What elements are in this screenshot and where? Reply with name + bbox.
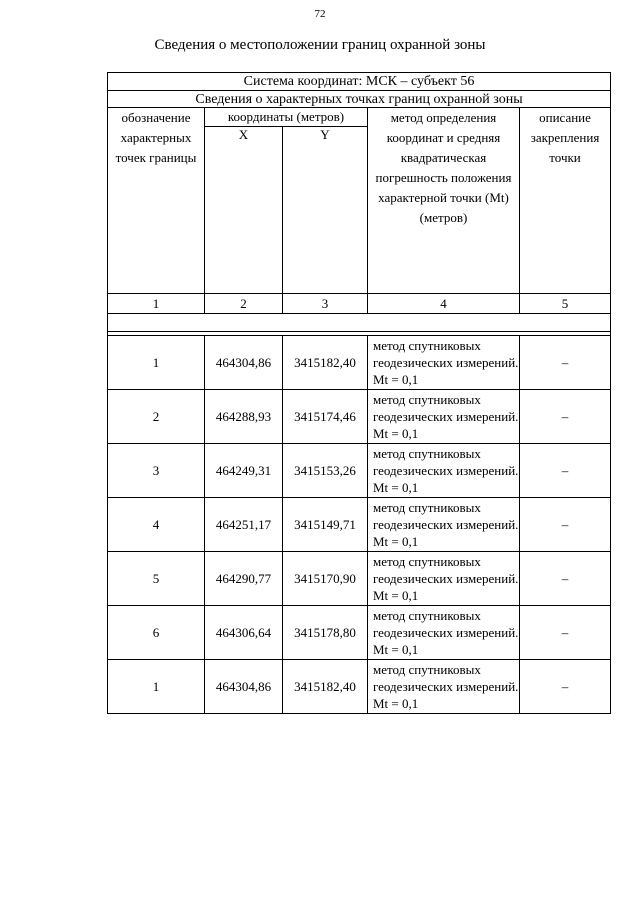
method-text: метод спутниковых геодезических измерений. Mt = 0,1 xyxy=(368,552,520,606)
y-coordinate: 3415170,90 xyxy=(283,552,368,606)
point-label: 3 xyxy=(108,444,205,498)
method-text: метод спутниковых геодезических измерений. Mt = 0,1 xyxy=(368,498,520,552)
x-coordinate: 464288,93 xyxy=(205,390,283,444)
column-number-4: 4 xyxy=(368,294,520,314)
y-coordinate: 3415149,71 xyxy=(283,498,368,552)
method-text: метод спутниковых геодезических измерений. Mt = 0,1 xyxy=(368,336,520,390)
point-label: 1 xyxy=(108,660,205,714)
point-label: 5 xyxy=(108,552,205,606)
table-row xyxy=(108,552,611,606)
header-coordinates: координаты (метров) xyxy=(205,108,368,127)
header-description: описание закрепления точки xyxy=(520,108,611,294)
method-text: метод спутниковых геодезических измерений. Mt = 0,1 xyxy=(368,390,520,444)
table-row xyxy=(108,606,611,660)
point-label: 6 xyxy=(108,606,205,660)
x-coordinate: 464251,17 xyxy=(205,498,283,552)
table-subtitle-row: Сведения о характерных точках границ охранной зоны xyxy=(108,91,611,108)
point-label: 2 xyxy=(108,390,205,444)
fixation-description: – xyxy=(520,606,611,660)
document-title: Сведения о местоположении границ охранной зоны xyxy=(154,37,486,53)
x-coordinate: 464304,86 xyxy=(205,660,283,714)
table-row xyxy=(108,444,611,498)
x-coordinate: 464249,31 xyxy=(205,444,283,498)
column-number-1: 1 xyxy=(108,294,205,314)
empty-row xyxy=(108,314,611,332)
header-y: Y xyxy=(283,127,368,294)
y-coordinate: 3415174,46 xyxy=(283,390,368,444)
table-row xyxy=(108,660,611,714)
header-x: X xyxy=(205,127,283,294)
fixation-description: – xyxy=(520,390,611,444)
x-coordinate: 464304,86 xyxy=(205,336,283,390)
column-number-3: 3 xyxy=(283,294,368,314)
y-coordinate: 3415178,80 xyxy=(283,606,368,660)
x-coordinate: 464306,64 xyxy=(205,606,283,660)
coordinate-system-row: Система координат: МСК – субъект 56 xyxy=(108,73,611,91)
method-text: метод спутниковых геодезических измерений. Mt = 0,1 xyxy=(368,660,520,714)
fixation-description: – xyxy=(520,552,611,606)
fixation-description: – xyxy=(520,336,611,390)
method-text: метод спутниковых геодезических измерений. Mt = 0,1 xyxy=(368,606,520,660)
x-coordinate: 464290,77 xyxy=(205,552,283,606)
method-text: метод спутниковых геодезических измерений. Mt = 0,1 xyxy=(368,444,520,498)
table-row xyxy=(108,336,611,390)
page-number: 72 xyxy=(314,8,326,20)
y-coordinate: 3415182,40 xyxy=(283,660,368,714)
boundary-points-table xyxy=(107,72,611,714)
point-label: 4 xyxy=(108,498,205,552)
header-designation: обозначение характерных точек границы xyxy=(108,108,205,294)
column-number-2: 2 xyxy=(205,294,283,314)
column-number-5: 5 xyxy=(520,294,611,314)
header-method: метод определения координат и средняя квадратическая погрешность положения характерной точки (Mt) (метров) xyxy=(368,108,520,294)
y-coordinate: 3415153,26 xyxy=(283,444,368,498)
fixation-description: – xyxy=(520,660,611,714)
fixation-description: – xyxy=(520,498,611,552)
table-row xyxy=(108,498,611,552)
fixation-description: – xyxy=(520,444,611,498)
y-coordinate: 3415182,40 xyxy=(283,336,368,390)
table-row xyxy=(108,390,611,444)
point-label: 1 xyxy=(108,336,205,390)
